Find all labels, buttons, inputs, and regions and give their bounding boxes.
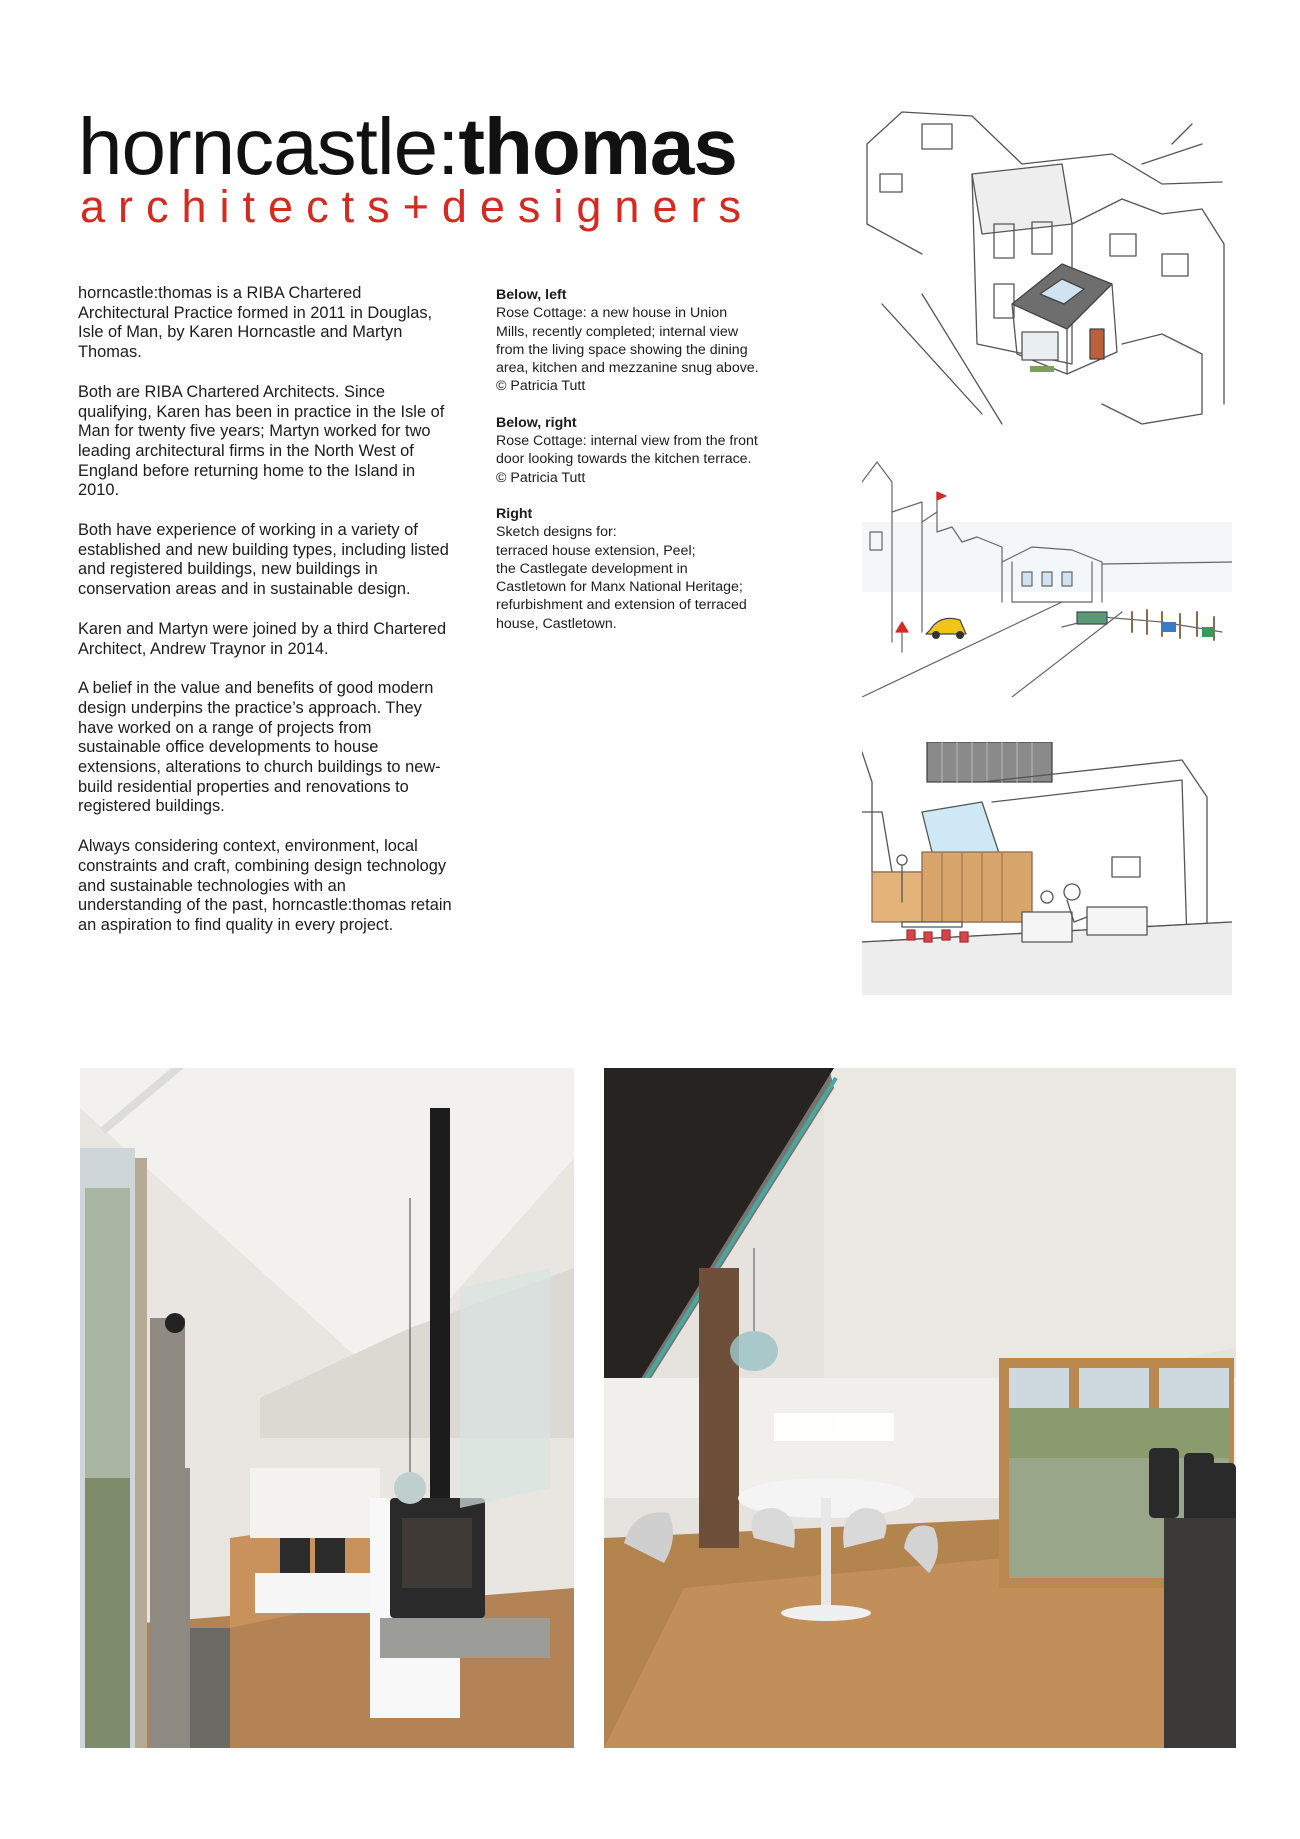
caption-heading: Right (496, 505, 533, 522)
photo-rose-cottage-living-space (80, 1068, 574, 1748)
title-bold: thomas (458, 102, 737, 191)
sketch-refurbishment-extension (862, 742, 1232, 995)
caption-credit: © Patricia Tutt (496, 469, 586, 486)
page-subtitle: architects+designers (80, 181, 754, 232)
caption-text: Sketch designs for: (496, 524, 617, 541)
intro-paragraph: Both are RIBA Chartered Architects. Since qualifying, Karen has been in practice in the Isle of Man for twenty five years; Martyn worked for two leading architectural firms in the North West of England before returning home to the Island in 2010. (78, 382, 445, 500)
intro-text-column (78, 284, 453, 956)
sketch-terraced-house-extension (862, 104, 1232, 439)
caption-heading: Below, right (496, 414, 577, 431)
caption-text: Rose Cottage: a new house in Union Mills, recently completed; internal view from the living space showing the dining area, kitchen and mezzanine snug above. (496, 305, 759, 377)
intro-paragraph: Always considering context, environment, local constraints and craft, combining design technology and sustainable technologies with an understanding of the past, horncastle:thomas retain an aspiration to find quality in every project. (78, 837, 452, 934)
sketch-castlegate-development (862, 452, 1232, 697)
caption-below-right (496, 414, 761, 487)
page-title (78, 104, 758, 190)
caption-text: Rose Cottage: internal view from the front door looking towards the kitchen terrace. (496, 433, 758, 468)
intro-paragraph: A belief in the value and benefits of good modern design underpins the practice’s approach. They have worked on a range of projects from sustainable office developments to house extensions, alterations to church buildings to new-build residential properties and renovations to registered buildings. (78, 679, 441, 816)
caption-column (496, 286, 761, 651)
caption-heading: Below, left (496, 287, 567, 303)
caption-credit: © Patricia Tutt (496, 378, 586, 395)
photo-rose-cottage-kitchen-terrace (604, 1068, 1236, 1748)
intro-paragraph: horncastle:thomas is a RIBA Chartered Architectural Practice formed in 2011 in Douglas, Isle of Man, by Karen Horncastle and Martyn Thomas. (78, 284, 433, 362)
caption-below-left (496, 286, 761, 396)
intro-paragraph: Both have experience of working in a variety of established and new building types, including listed and registered buildings, new buildings in conservation areas and in sustainable design. (78, 521, 449, 599)
title-light: horncastle: (78, 102, 459, 191)
caption-right (496, 505, 761, 633)
caption-text: the Castlegate development in Castletown for Manx National Heritage; (496, 560, 743, 596)
caption-text: refurbishment and extension of terraced house, Castletown. (496, 597, 747, 632)
caption-text: terraced house extension, Peel; (496, 542, 696, 559)
intro-paragraph: Karen and Martyn were joined by a third Chartered Architect, Andrew Traynor in 2014. (78, 619, 447, 658)
